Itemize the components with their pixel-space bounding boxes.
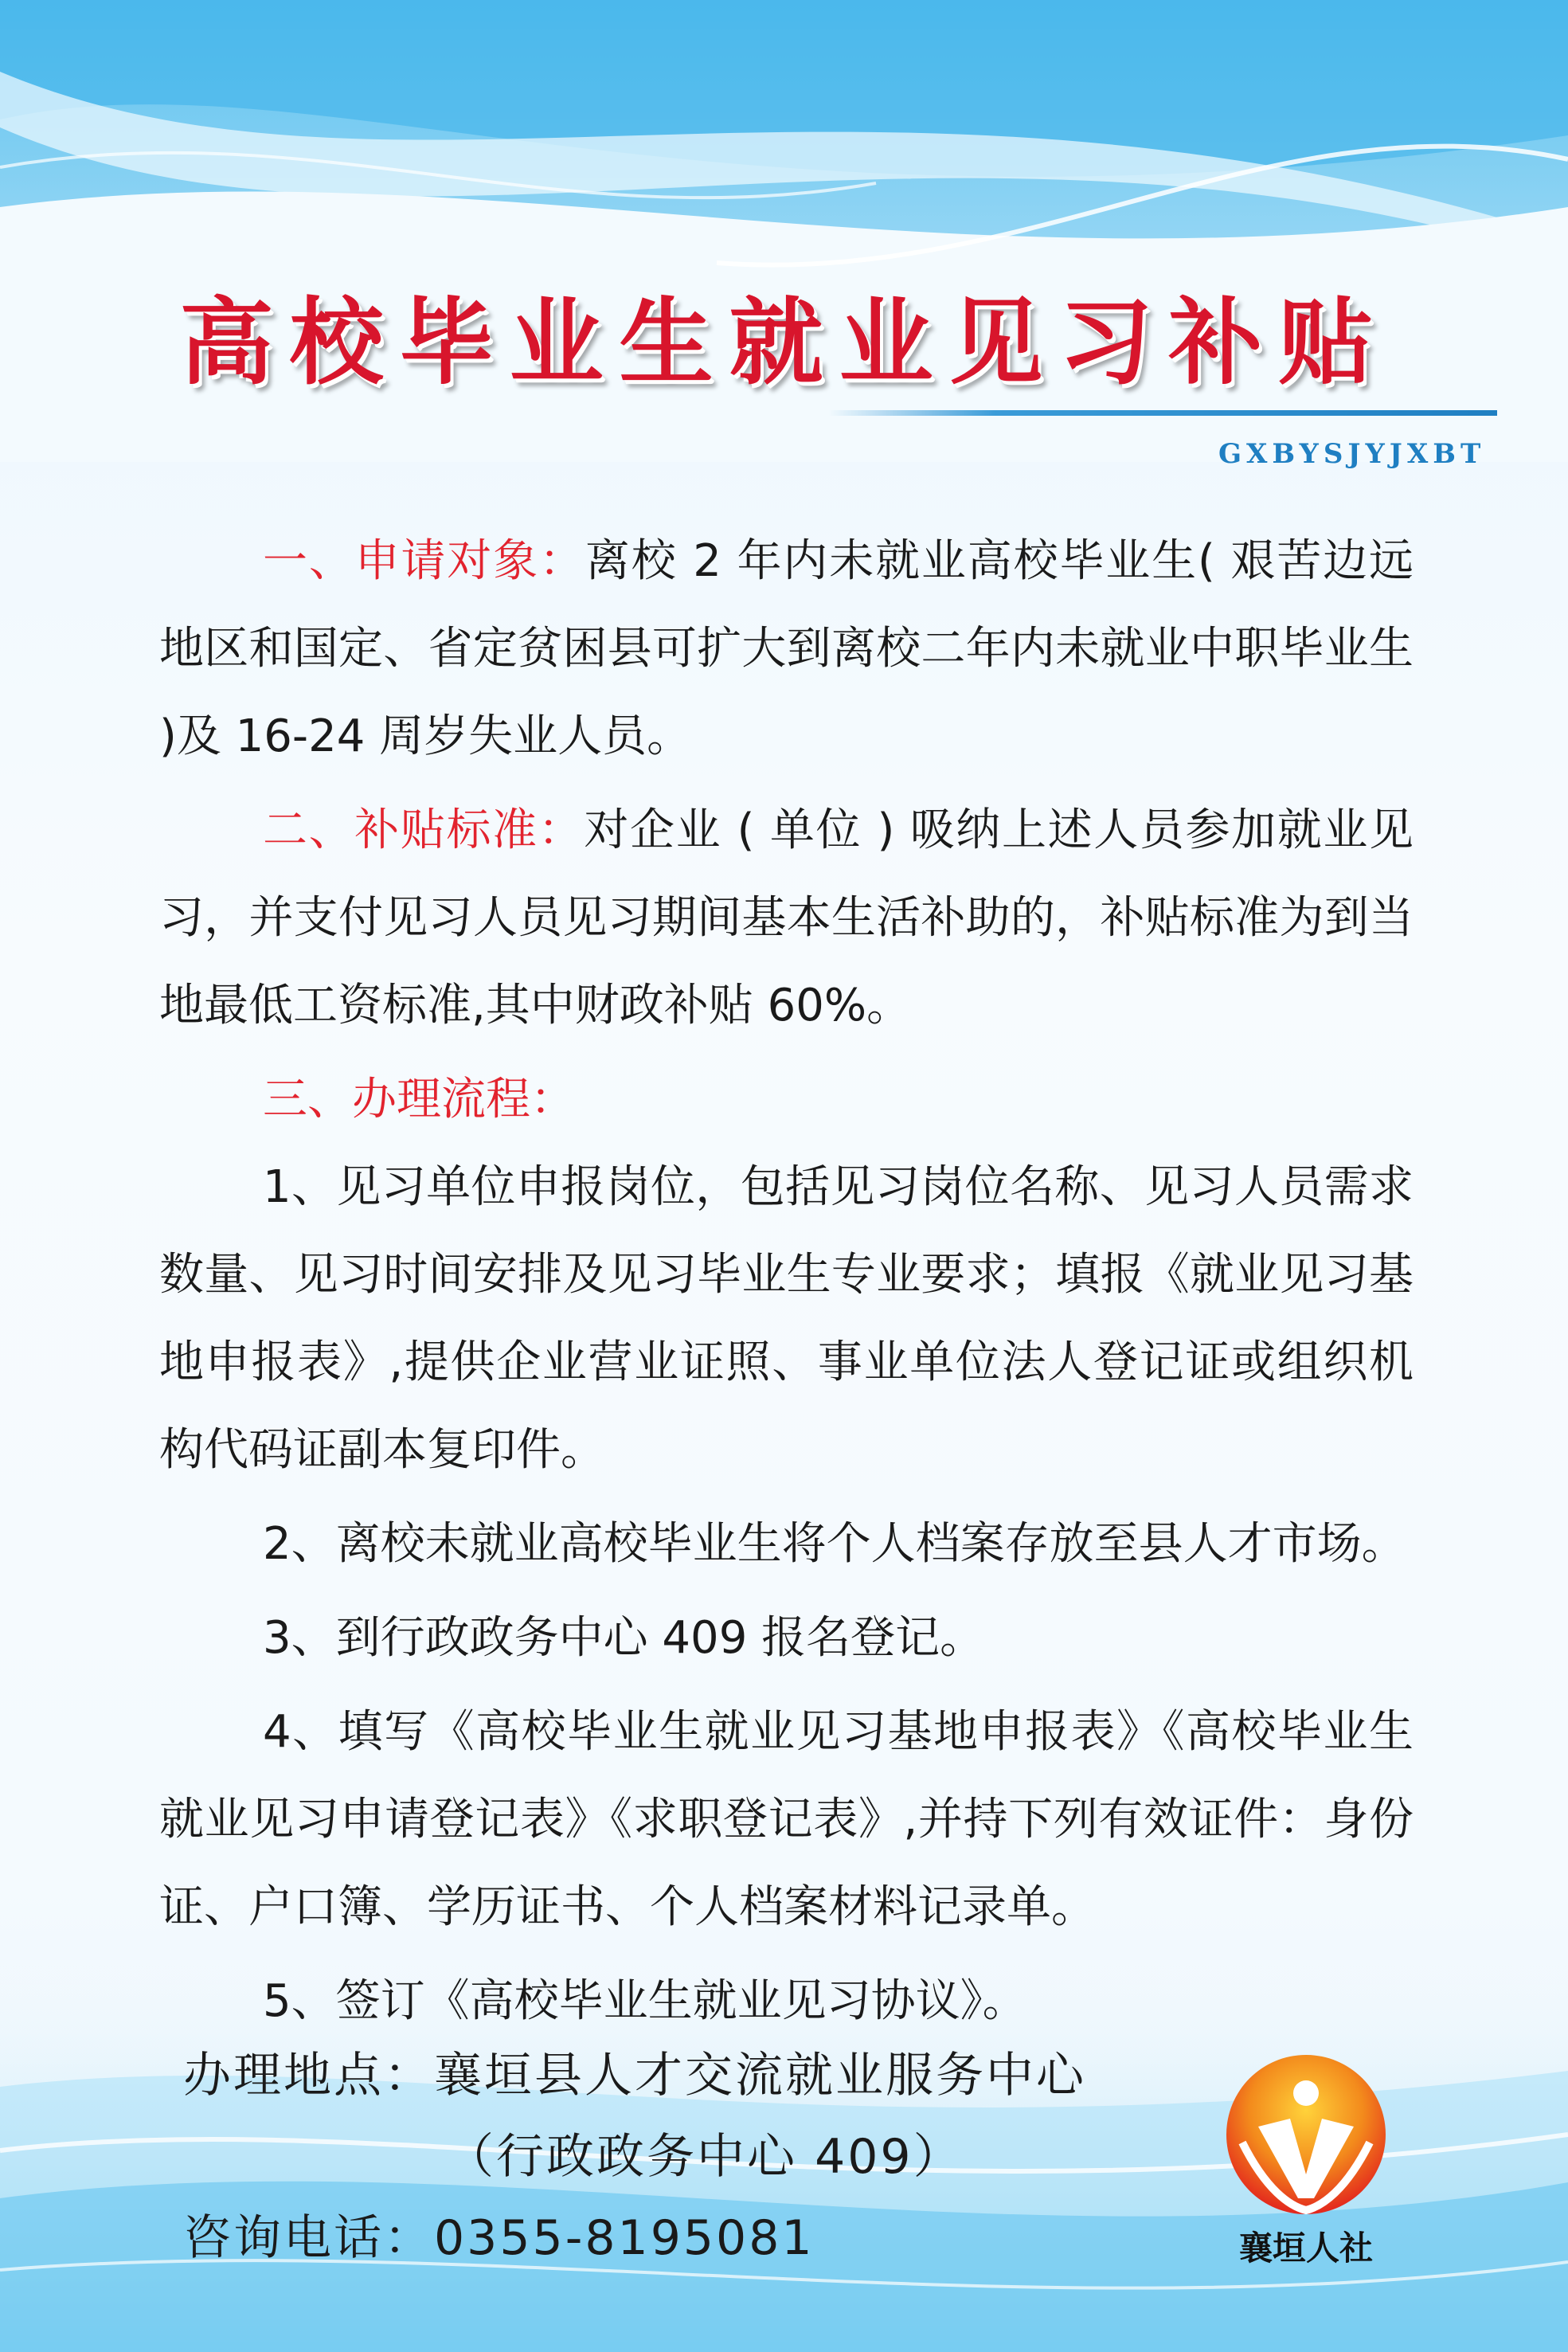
section-subsidy-label: 二、补贴标准： xyxy=(263,804,585,856)
address-value: 襄垣县人才交流就业服务中心 xyxy=(434,2048,1086,2103)
footer-contact xyxy=(183,2035,1086,2279)
main-content xyxy=(159,518,1414,2045)
address-sub: （行政政务中心 409） xyxy=(446,2129,964,2185)
section-applicants-text: 离校 2 年内未就业高校毕业生( 艰苦边远地区和国定、省定贫困县可扩大到离校二年内未就业中职毕业生 )及 16-24 周岁失业人员。 xyxy=(159,535,1414,762)
phone-label: 咨询电话： xyxy=(183,2210,434,2266)
phone-row xyxy=(183,2197,1086,2279)
section-applicants-label: 一、申请对象： xyxy=(263,535,585,587)
procedure-step: 2、离校未就业高校毕业生将个人档案存放至县人才市场。 xyxy=(263,1518,1406,1570)
title-abbreviation: GXBYSJYJXBT xyxy=(1218,438,1486,470)
address-row xyxy=(183,2035,1086,2116)
procedure-step: 5、签订《高校毕业生就业见习协议》。 xyxy=(263,1975,1027,2027)
section-procedure-label: 三、办理流程： xyxy=(263,1074,575,1125)
address-label: 办理地点： xyxy=(183,2048,434,2103)
logo-text: 襄垣人社 xyxy=(1238,2229,1373,2268)
title-underline xyxy=(828,410,1497,416)
section-subsidy-standard xyxy=(159,787,1414,1050)
procedure-step: 1、见习单位申报岗位，包括见习岗位名称、见习人员需求数量、见习时间安排及见习毕业生专业要求；填报《就业见习基地申报表》,提供企业营业证照、事业单位法人登记证或组织机构代码证副本复印件。 xyxy=(159,1161,1414,1476)
phone-value: 0355-8195081 xyxy=(434,2210,815,2266)
section-procedure xyxy=(159,1056,1414,1144)
page-title: 高校毕业生就业见习补贴 xyxy=(179,287,1389,397)
procedure-step: 3、到行政政务中心 409 报名登记。 xyxy=(263,1612,985,1664)
section-subsidy-text: 对企业 ( 单位 ) 吸纳上述人员参加就业见习，并支付见习人员见习期间基本生活补助的，补贴标准为到当地最低工资标准,其中财政补贴 60%。 xyxy=(159,804,1414,1031)
section-applicants xyxy=(159,518,1414,781)
procedure-step: 4、填写《高校毕业生就业见习基地申报表》《高校毕业生就业见习申请登记表》《求职登记表》,并持下列有效证件：身份证、户口簿、学历证书、个人档案材料记录单。 xyxy=(159,1706,1414,1933)
